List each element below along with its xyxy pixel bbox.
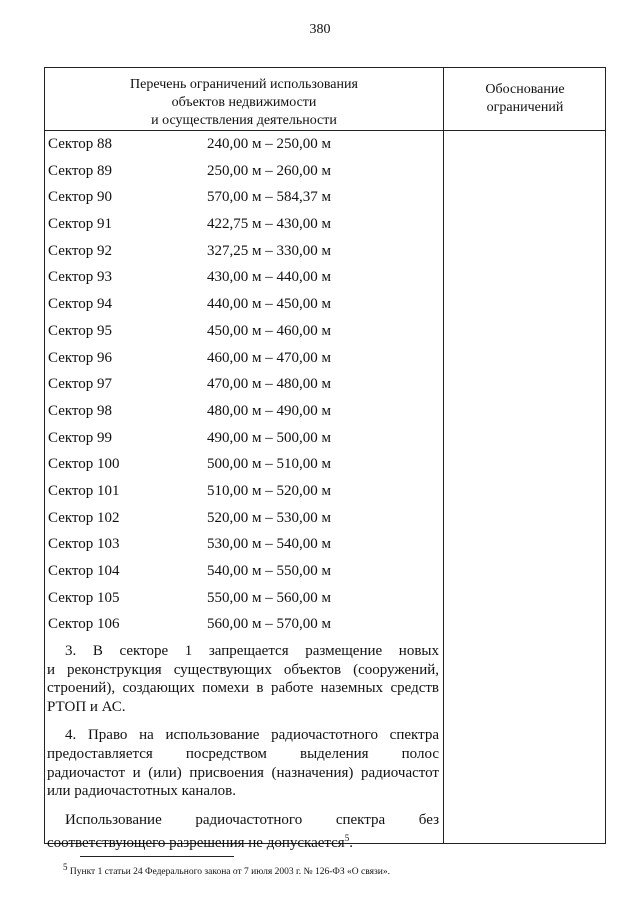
sector-row	[45, 296, 443, 323]
sector-range: 460,00 м – 470,00 м	[207, 349, 331, 366]
sector-name: Сектор 92	[48, 242, 113, 259]
sector-name: Сектор 101	[48, 482, 120, 499]
footnote-marker: 5	[63, 862, 68, 872]
sector-row	[45, 243, 443, 270]
sector-row	[45, 430, 443, 457]
header-justification	[443, 81, 607, 117]
sector-range: 510,00 м – 520,00 м	[207, 482, 331, 499]
sector-name: Сектор 90	[48, 189, 113, 206]
sector-range: 480,00 м – 490,00 м	[207, 402, 331, 419]
sector-name: Сектор 105	[48, 589, 120, 606]
sector-range: 570,00 м – 584,37 м	[207, 189, 331, 206]
sector-name: Сектор 95	[48, 322, 113, 339]
sector-row	[45, 590, 443, 617]
header-line: Обоснование	[485, 82, 565, 97]
sentence-end: .	[349, 835, 353, 852]
sector-range: 430,00 м – 440,00 м	[207, 269, 331, 286]
sector-row	[45, 323, 443, 350]
sector-name: Сектор 99	[48, 429, 113, 446]
sector-range: 440,00 м – 450,00 м	[207, 296, 331, 313]
sector-row	[45, 189, 443, 216]
text-line: и реконструкция существующих объектов (сооружений,	[47, 661, 439, 678]
sector-range: 450,00 м – 460,00 м	[207, 322, 331, 339]
text-line: 3. В секторе 1 запрещается размещение новых	[65, 643, 439, 659]
sector-name: Сектор 103	[48, 536, 120, 553]
sector-row	[45, 563, 443, 590]
header-line: объектов недвижимости	[171, 95, 317, 110]
sector-range: 470,00 м – 480,00 м	[207, 376, 331, 393]
sector-row	[45, 403, 443, 430]
text-line-content: соответствующего разрешения не допускается	[47, 835, 345, 852]
paragraph-3	[47, 642, 439, 716]
footnote-separator	[80, 856, 234, 857]
sector-range: 240,00 м – 250,00 м	[207, 136, 331, 152]
text-line: предоставляется посредством выделения полос	[47, 745, 439, 762]
sector-name: Сектор 93	[48, 269, 113, 286]
page-number: 380	[309, 22, 331, 37]
text-line: строений), создающих помехи в работе наземных средств	[47, 680, 439, 697]
sector-name: Сектор 98	[48, 402, 113, 419]
sector-name: Сектор 88	[48, 136, 113, 152]
sector-range: 520,00 м – 530,00 м	[207, 509, 331, 526]
sector-range: 250,00 м – 260,00 м	[207, 162, 331, 179]
header-line: Перечень ограничений использования	[130, 77, 358, 92]
sector-name: Сектор 89	[48, 162, 113, 179]
text-line: или радиочастотных каналов.	[47, 783, 237, 800]
sector-row	[45, 376, 443, 403]
text-line: РТОП и АС.	[47, 698, 126, 715]
column-divider	[443, 68, 444, 843]
text-line: радиочастот и (или) присвоения (назначения) радиочастот	[47, 764, 439, 781]
restrictions-table	[44, 67, 606, 852]
sector-row	[45, 163, 443, 190]
header-line: и осуществления деятельности	[151, 113, 337, 128]
sector-range: 422,75 м – 430,00 м	[207, 216, 331, 233]
text-line	[47, 829, 439, 853]
sector-row	[45, 216, 443, 243]
sector-row	[45, 483, 443, 510]
sector-name: Сектор 102	[48, 509, 120, 526]
sector-range: 560,00 м – 570,00 м	[207, 616, 331, 633]
sector-name: Сектор 97	[48, 376, 113, 393]
sector-name: Сектор 96	[48, 349, 113, 366]
sector-name: Сектор 91	[48, 216, 113, 233]
sector-list	[45, 136, 443, 643]
sector-row	[45, 536, 443, 563]
header-divider	[45, 130, 605, 131]
sector-row	[45, 350, 443, 377]
sector-range: 327,25 м – 330,00 м	[207, 242, 331, 259]
paragraph-4	[47, 726, 439, 800]
sector-row	[45, 269, 443, 296]
sector-name: Сектор 106	[48, 616, 120, 633]
sector-range: 550,00 м – 560,00 м	[207, 589, 331, 606]
sector-name: Сектор 104	[48, 563, 120, 579]
header-restrictions-list	[45, 76, 443, 130]
footnote	[63, 862, 390, 877]
sector-range: 540,00 м – 550,00 м	[207, 563, 331, 579]
sector-row	[45, 616, 443, 643]
footnote-text: Пункт 1 статьи 24 Федерального закона от 7 июля 2003 г. № 126-ФЗ «О связи».	[67, 867, 390, 878]
text-line: Использование радиочастотного спектра без	[65, 811, 439, 828]
sector-row	[45, 136, 443, 163]
sector-name: Сектор 94	[48, 296, 113, 313]
paragraph-usage	[47, 811, 439, 853]
sector-row	[45, 510, 443, 537]
sector-range: 530,00 м – 540,00 м	[207, 536, 331, 553]
restrictions-text	[47, 642, 439, 853]
sector-range: 490,00 м – 500,00 м	[207, 429, 331, 446]
header-line: ограничений	[486, 100, 564, 115]
text-line: 4. Право на использование радиочастотного спектра	[65, 727, 439, 744]
footnote-ref: 5	[344, 833, 350, 844]
sector-range: 500,00 м – 510,00 м	[207, 456, 331, 473]
sector-row	[45, 456, 443, 483]
sector-name: Сектор 100	[48, 456, 120, 473]
